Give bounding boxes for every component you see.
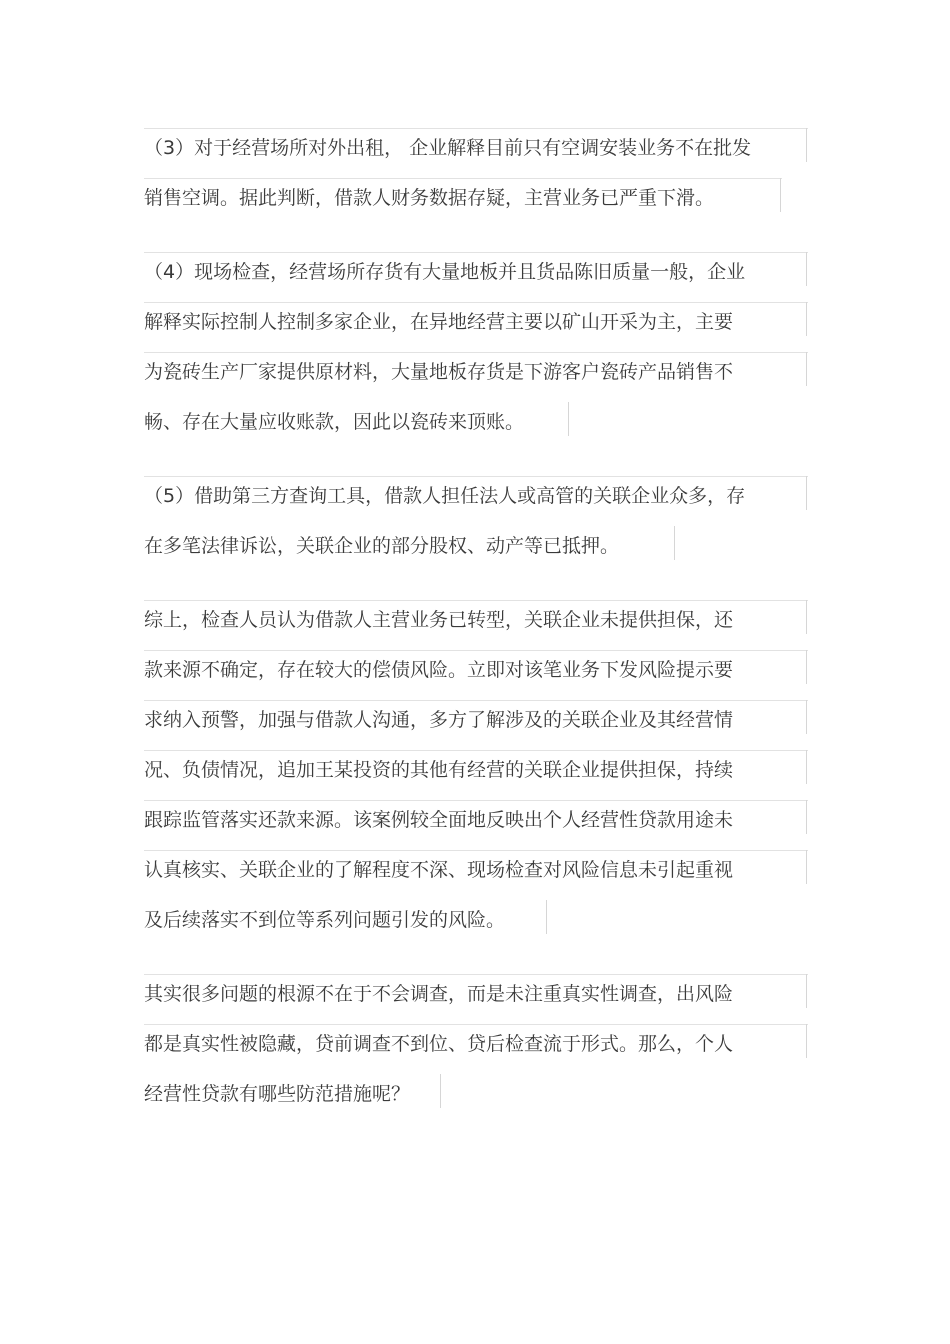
text-line	[144, 128, 808, 178]
line-text: （3）对于经营场所对外出租， 企业解释目前只有空调安装业务不在批发	[144, 137, 752, 159]
line-text: 及后续落实不到位等系列问题引发的风险。	[144, 909, 506, 931]
text-line	[144, 750, 808, 800]
text-line	[144, 252, 808, 302]
text-line	[144, 178, 808, 228]
line-text: 款来源不确定，存在较大的偿债风险。立即对该笔业务下发风险提示要	[144, 659, 734, 681]
line-text: 认真核实、关联企业的了解程度不深、现场检查对风险信息未引起重视	[144, 859, 734, 881]
line-text: 解释实际控制人控制多家企业，在异地经营主要以矿山开采为主，主要	[144, 311, 734, 333]
text-line	[144, 1074, 808, 1124]
text-line	[144, 476, 808, 526]
text-line	[144, 650, 808, 700]
line-text: 跟踪监管落实还款来源。该案例较全面地反映出个人经营性贷款用途未	[144, 809, 734, 831]
line-text: 其实很多问题的根源不在于不会调查，而是未注重真实性调查，出风险	[144, 983, 734, 1005]
text-line	[144, 850, 808, 900]
line-text: 销售空调。据此判断，借款人财务数据存疑，主营业务已严重下滑。	[144, 187, 715, 209]
text-line	[144, 526, 808, 576]
text-line	[144, 352, 808, 402]
line-text: 都是真实性被隐藏，贷前调查不到位、贷后检查流于形式。那么，个人	[144, 1033, 734, 1055]
line-text: 畅、存在大量应收账款，因此以瓷砖来顶账。	[144, 411, 525, 433]
text-line	[144, 700, 808, 750]
text-line	[144, 800, 808, 850]
paragraph-summary	[144, 600, 808, 950]
line-text: 综上，检查人员认为借款人主营业务已转型，关联企业未提供担保，还	[144, 609, 734, 631]
text-line	[144, 974, 808, 1024]
line-text: 经营性贷款有哪些防范措施呢？	[144, 1083, 411, 1105]
text-line	[144, 302, 808, 352]
paragraph-item-5	[144, 476, 808, 576]
line-text: 况、负债情况，追加王某投资的其他有经营的关联企业提供担保，持续	[144, 759, 734, 781]
line-text: 为瓷砖生产厂家提供原材料，大量地板存货是下游客户瓷砖产品销售不	[144, 361, 734, 383]
text-line	[144, 600, 808, 650]
line-text: 在多笔法律诉讼，关联企业的部分股权、动产等已抵押。	[144, 535, 620, 557]
line-text: （4）现场检查，经营场所存货有大量地板并且货品陈旧质量一般，企业	[144, 261, 746, 283]
text-line	[144, 900, 808, 950]
text-line	[144, 1024, 808, 1074]
paragraph-item-4	[144, 252, 808, 452]
paragraph-conclusion	[144, 974, 808, 1124]
line-text: （5）借助第三方查询工具，借款人担任法人或高管的关联企业众多，存	[144, 485, 746, 507]
paragraph-item-3	[144, 128, 808, 228]
line-text: 求纳入预警，加强与借款人沟通，多方了解涉及的关联企业及其经营情	[144, 709, 734, 731]
text-line	[144, 402, 808, 452]
